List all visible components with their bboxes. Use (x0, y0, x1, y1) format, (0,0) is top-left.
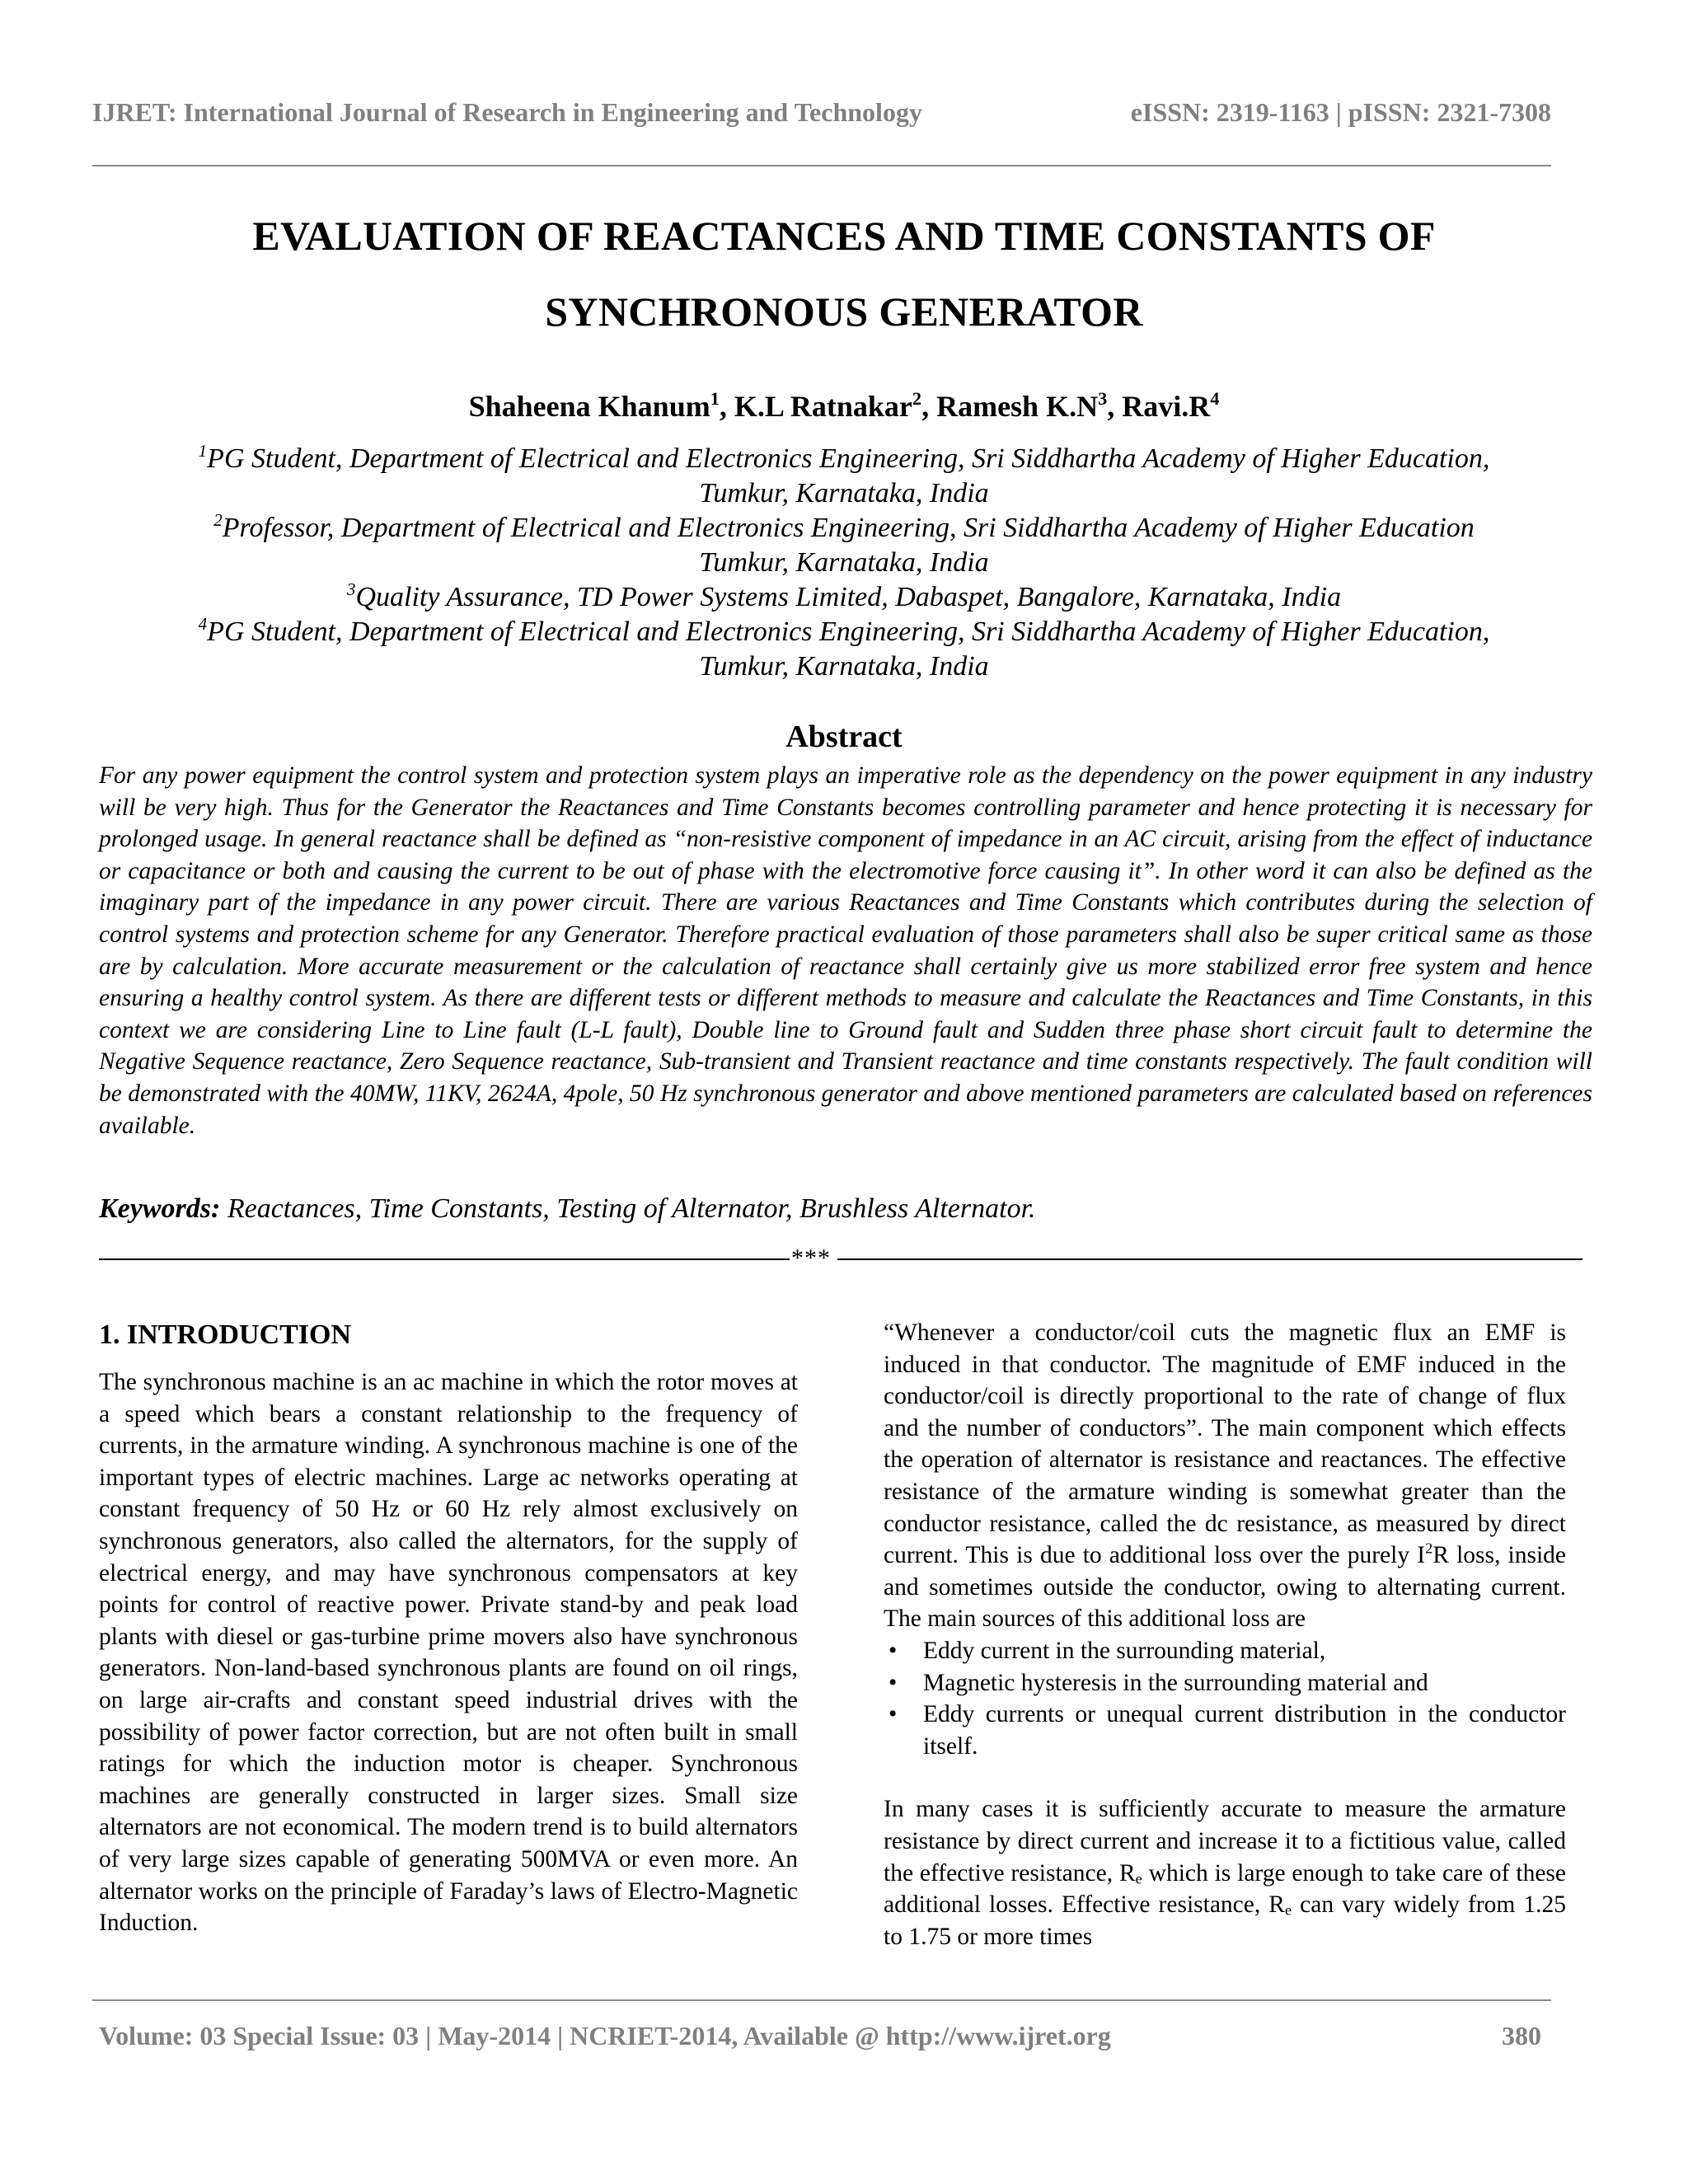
para1-text-a: “Whenever a conductor/coil cuts the magnetic flux an EMF is induced in that conductor. The magnitude of EMF induced in the conductor/coil is directly proportional to the rate of change of flux and the number of conductors”. The main component which effects the operation of alternator is resistance and reactances. The effective resistance of the armature winding is somewhat greater than the conductor resistance, called the dc resistance, as measured by direct current. This is due to additional loss over the purely I (884, 1319, 1566, 1569)
paragraph-gap (884, 1762, 1566, 1793)
list-item-text: Eddy current in the surrounding material, (923, 1637, 1326, 1664)
author-name: K.L Ratnakar (734, 390, 912, 423)
author-name: Ravi.R (1122, 390, 1211, 423)
para2-text-a: In many cases it is sufficiently accurate to measure the armature resistance by direct current and increase it to a fictitious value, called the effective resistance, R (884, 1796, 1566, 1886)
para2-sub-2: e (1284, 1901, 1292, 1919)
section-heading-introduction: 1. INTRODUCTION (99, 1319, 352, 1350)
issn-info: eISSN: 2319-1163 | pISSN: 2321-7308 (1130, 97, 1551, 127)
affiliation-1 (92, 442, 1596, 476)
affil-line: PG Student, Department of Electrical and Electronics Engineering, Sri Siddhartha Academy of Higher Education, (207, 443, 1490, 474)
keywords-text: Reactances, Time Constants, Testing of Alternator, Brushless Alternator. (220, 1193, 1036, 1224)
intro-paragraph: The synchronous machine is an ac machine in which the rotor moves at a speed which bears a constant relationship to the frequency of currents, in the armature winding. A synchronous machine is one of the important types of electric machines. Large ac networks operating at constant frequency of 50 Hz or 60 Hz rely almost exclusively on synchronous generators, also called the alternators, for the supply of electrical energy, and may have synchronous compensators at key points for control of reactive power. Private stand-by and peak load plants with diesel or gas-turbine prime movers also have synchronous generators. Non-land-based synchronous plants are found on oil rings, on large air-crafts and constant speed industrial drives with the possibility of power factor correction, but are not often built in small ratings for which the induction motor is cheaper. Synchronous machines are generally constructed in larger sizes. Small size alternators are not economical. The modern trend is to build alternators of very large sizes capable of generating 500MVA or even more. An alternator works on the principle of Faraday’s laws of Electro-Magnetic Induction. (99, 1369, 798, 1937)
list-item (884, 1667, 1566, 1699)
separator-stars: *** (791, 1244, 831, 1272)
para1-text-b: R loss, inside and sometimes outside the conductor, owing to alternating current. The main sources of this additional loss are (884, 1542, 1566, 1633)
author-name: Shaheena Khanum (468, 390, 710, 423)
affiliation-4 (92, 615, 1596, 649)
left-column (99, 1317, 798, 1939)
list-item (884, 1635, 1566, 1667)
abstract-heading: Abstract (785, 719, 903, 754)
affiliation-2-location: Tumkur, Karnataka, India (699, 547, 989, 578)
bullet-icon: • (889, 1669, 898, 1696)
author-sup: 2 (912, 388, 922, 410)
affil-line: Professor, Department of Electrical and Electronics Engineering, Sri Siddhartha Academy of Higher Education (222, 513, 1475, 543)
separator-dash-right (837, 1258, 1582, 1260)
list-item (884, 1699, 1566, 1762)
affil-sup: 3 (346, 579, 356, 599)
title-line-1: EVALUATION OF REACTANCES AND TIME CONSTANTS OF (252, 213, 1436, 259)
para2-text-c: can vary widely from 1.25 to 1.75 or more times (884, 1891, 1566, 1950)
affil-line: PG Student, Department of Electrical and Electronics Engineering, Sri Siddhartha Academy of Higher Education, (207, 616, 1490, 647)
para2-text-b: which is large enough to take care of these additional losses. Effective resistance, R (884, 1859, 1566, 1919)
loss-sources-list (884, 1635, 1566, 1762)
body-paragraph-1 (884, 1317, 1566, 1635)
keywords (99, 1193, 1592, 1225)
affil-sup: 1 (198, 440, 208, 461)
author-sep: , (719, 390, 734, 423)
bullet-icon: • (889, 1637, 898, 1664)
header-rule (92, 165, 1551, 166)
page-number: 380 (1502, 2021, 1541, 2050)
para2-sub-1: e (1135, 1870, 1142, 1887)
section-separator (99, 1243, 1582, 1276)
author-sup: 3 (1098, 388, 1108, 410)
affiliation-3 (92, 580, 1596, 615)
title-line-2: SYNCHRONOUS GENERATOR (545, 288, 1143, 335)
para1-sup: 2 (1425, 1540, 1433, 1557)
abstract-text: For any power equipment the control system and protection system plays an imperative role as the dependency on the power equipment in any industry will be very high. Thus for the Generator the Reactances and Time Constants becomes controlling parameter and hence protecting it is necessary for prolonged usage. In general reactance shall be defined as “non-resistive component of impedance in an AC circuit, arising from the effect of inductance or capacitance or both and causing the current to be out of phase with the electromotive force causing it”. In other word it can also be defined as the imaginary part of the impedance in any power circuit. There are various Reactances and Time Constants which contributes during the selection of control systems and protection scheme for any Generator. Therefore practical evaluation of those parameters shall also be super critical same as those are by calculation. More accurate measurement or the calculation of reactance shall certainly give us more stabilized error free system and hence ensuring a healthy control system. As there are different tests or different methods to measure and calculate the Reactances and Time Constants, in this context we are considering Line to Line fault (L-L fault), Double line to Ground fault and Sudden three phase short circuit fault to determine the Negative Sequence reactance, Zero Sequence reactance, Sub-transient and Transient reactance and time constants respectively. The fault condition will be demonstrated with the 40MW, 11KV, 2624A, 4pole, 50 Hz synchronous generator and above mentioned parameters are calculated based on references available. (99, 762, 1592, 1139)
author-sup: 4 (1210, 388, 1220, 410)
affil-sup: 4 (198, 613, 208, 634)
keywords-label: Keywords: (99, 1193, 221, 1224)
affiliation-1-location: Tumkur, Karnataka, India (699, 478, 989, 509)
running-header (92, 97, 1551, 138)
list-item-text: Eddy currents or unequal current distribution in the conductor itself. (923, 1701, 1566, 1760)
author-sup: 1 (710, 388, 720, 410)
affil-line: Quality Assurance, TD Power Systems Limited, Dabaspet, Bangalore, Karnataka, India (355, 582, 1342, 612)
author-sep: , (1107, 390, 1123, 423)
affil-sup: 2 (213, 509, 223, 530)
affiliation-list (92, 442, 1596, 684)
running-footer (99, 2021, 1541, 2059)
footer-rule (92, 1999, 1551, 2001)
right-column (884, 1317, 1566, 1952)
author-list (92, 389, 1596, 424)
affiliation-2 (92, 511, 1596, 546)
affiliation-4-location: Tumkur, Karnataka, India (699, 651, 989, 682)
author-sep: , (921, 390, 937, 423)
footer-citation: Volume: 03 Special Issue: 03 | May-2014 | NCRIET-2014, Available @ http://www.ijret.org (99, 2021, 1111, 2050)
author-name: Ramesh K.N (936, 390, 1099, 423)
journal-name: IJRET: International Journal of Research in Engineering and Technology (92, 97, 922, 127)
paper-title (92, 198, 1596, 349)
body-paragraph-2 (884, 1793, 1566, 1952)
list-item-text: Magnetic hysteresis in the surrounding material and (923, 1669, 1428, 1696)
bullet-icon: • (889, 1701, 898, 1728)
separator-dash-left (99, 1258, 790, 1260)
